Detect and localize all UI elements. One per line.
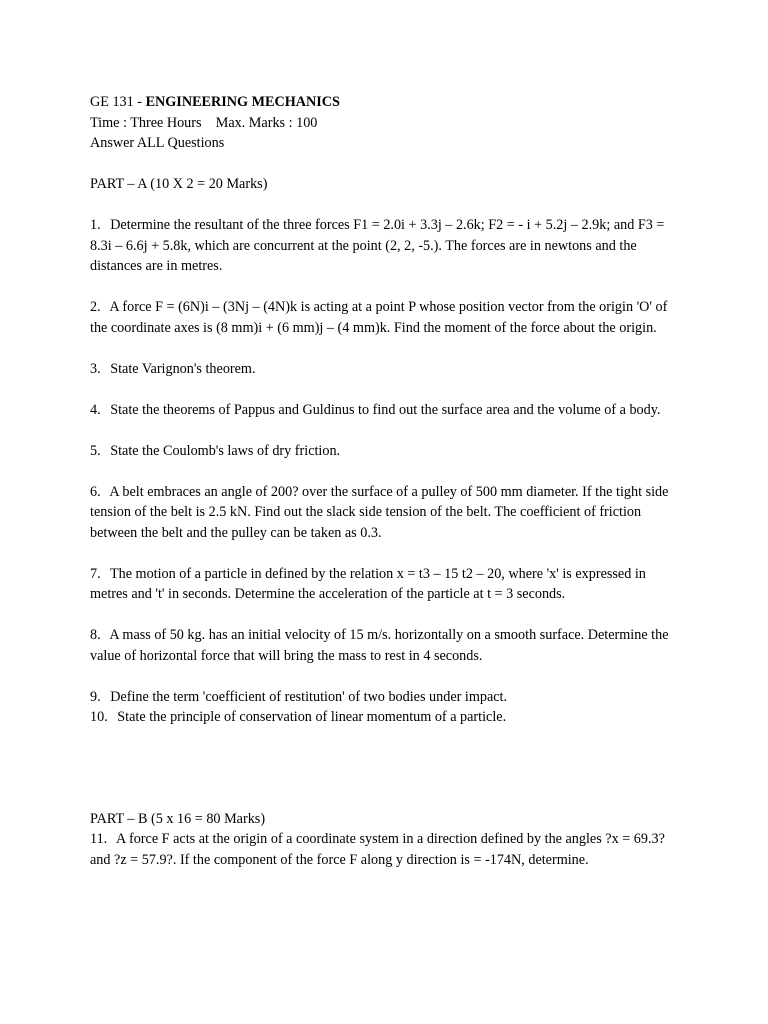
question-6 [90, 482, 680, 544]
question-text: Define the term 'coefficient of restitution' of two bodies under impact. [110, 688, 508, 705]
time-marks-line: Time : Three Hours Max. Marks : 100 [90, 114, 318, 131]
question-number: 9. [90, 688, 101, 705]
exam-paper [90, 92, 680, 870]
question-5 [90, 441, 680, 462]
question-number: 6. [90, 483, 101, 500]
question-3 [90, 359, 680, 380]
question-text: State the theorems of Pappus and Guldinus to find out the surface area and the volume of a body. [110, 401, 661, 418]
question-number: 7. [90, 565, 101, 582]
question-text: A force F acts at the origin of a coordinate system in a direction defined by the angles ?x = 69.3? and ?z = 57.9?. If the component of the force F along y direction is = -174N, determine. [90, 831, 665, 868]
question-number: 1. [90, 217, 101, 233]
course-code: GE 131 - [90, 94, 146, 110]
question-number: 10. [90, 709, 108, 725]
question-number: 2. [90, 299, 101, 315]
question-text: The motion of a particle in defined by the relation x = t3 – 15 t2 – 20, where 'x' is expressed in metres and 't' in seconds. Determine the acceleration of the particle at t = 3 seconds. [90, 565, 646, 602]
question-2 [90, 297, 680, 338]
question-11 [90, 829, 680, 870]
question-text: State Varignon's theorem. [110, 360, 256, 377]
question-text: Determine the resultant of the three forces F1 = 2.0i + 3.3j – 2.6k; F2 = - i + 5.2j – 2.9k; and F3 = 8.3i – 6.6j + 5.8k, which are concurrent at the point (2, 2, -5.). The forces are in newtons and the distances are in metres. [90, 217, 665, 274]
question-number: 3. [90, 360, 101, 377]
question-1 [90, 215, 680, 277]
question-text: A belt embraces an angle of 200? over the surface of a pulley of 500 mm diameter. If the tight side tension of the belt is 2.5 kN. Find out the slack side tension of the belt. The coefficient of friction between the belt and the pulley can be taken as 0.3. [90, 483, 669, 541]
question-4 [90, 400, 680, 421]
question-number: 4. [90, 401, 101, 418]
question-7 [90, 564, 680, 605]
instruction-line: Answer ALL Questions [90, 135, 225, 151]
question-8 [90, 625, 680, 666]
question-number: 5. [90, 442, 101, 459]
course-title [90, 92, 680, 113]
question-10 [90, 707, 680, 728]
part-a-heading: PART – A (10 X 2 = 20 Marks) [90, 176, 268, 192]
question-number: 11. [90, 831, 108, 847]
course-name: ENGINEERING MECHANICS [145, 94, 340, 110]
question-text: State the Coulomb's laws of dry friction. [110, 442, 341, 459]
question-9 [90, 687, 680, 708]
question-text: A mass of 50 kg. has an initial velocity of 15 m/s. horizontally on a smooth surface. Determine the value of horizontal force that will bring the mass to rest in 4 seconds. [90, 627, 669, 664]
question-number: 8. [90, 627, 101, 643]
question-text: State the principle of conservation of linear momentum of a particle. [117, 709, 507, 725]
part-b-heading: PART – B (5 x 16 = 80 Marks) [90, 810, 266, 827]
question-text: A force F = (6N)i – (3Nj – (4N)k is acting at a point P whose position vector from the origin 'O' of the coordinate axes is (8 mm)i + (6 mm)j – (4 mm)k. Find the moment of the force about the origin. [90, 299, 668, 336]
